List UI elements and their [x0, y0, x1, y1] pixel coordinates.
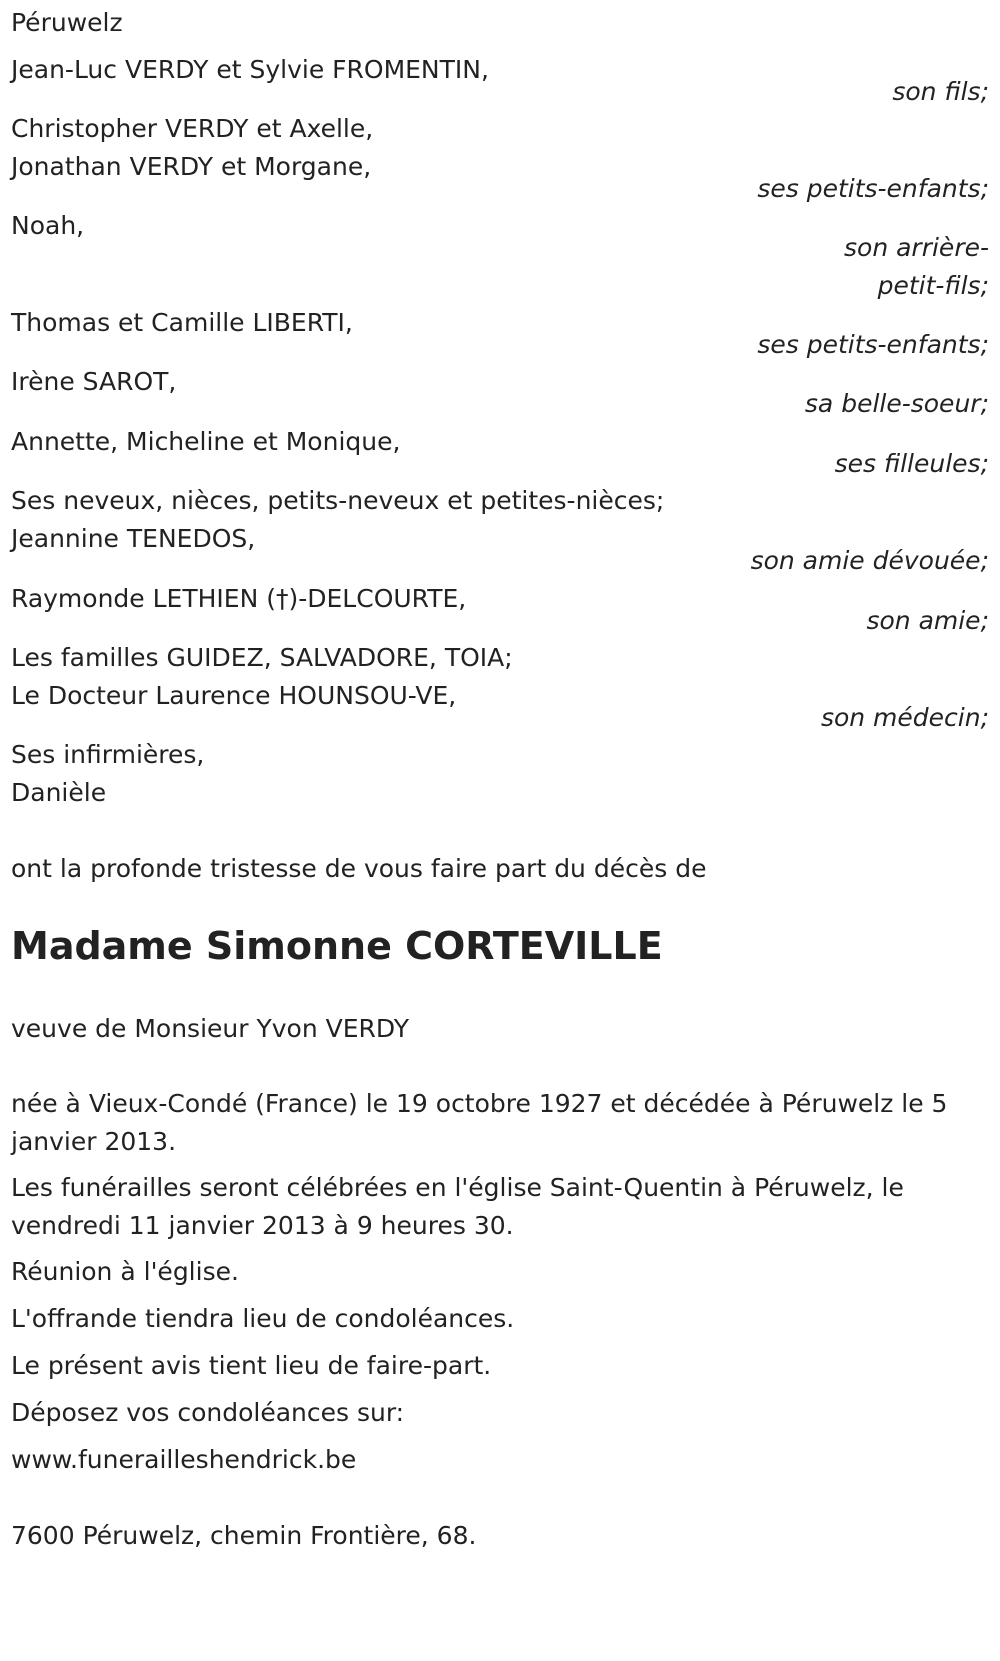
family-names-11: Les familles GUIDEZ, SALVADORE, TOIA;: [11, 643, 513, 672]
family-relation-9: son amie dévouée;: [750, 546, 989, 575]
meeting-text: Réunion à l'église.: [11, 1257, 239, 1286]
family-names-2: Jonathan VERDY et Morgane,: [11, 152, 372, 181]
family-names-14: Danièle: [11, 778, 107, 807]
notice-text: Le présent avis tient lieu de faire-part.: [11, 1351, 492, 1380]
family-names-1: Christopher VERDY et Axelle,: [11, 114, 374, 143]
family-names-8: Ses neveux, nièces, petits-neveux et petites-nièces;: [11, 486, 665, 515]
family-names-5: Thomas et Camille LIBERTI,: [11, 308, 353, 337]
family-relation-5: ses petits-enfants;: [757, 330, 989, 359]
family-names-10: Raymonde LETHIEN (†)-DELCOURTE,: [11, 584, 467, 613]
family-relation-0: son fils;: [892, 77, 989, 106]
widow-of-text: veuve de Monsieur Yvon VERDY: [11, 1014, 410, 1043]
address-text: 7600 Péruwelz, chemin Frontière, 68.: [11, 1521, 477, 1550]
family-names-6: Irène SAROT,: [11, 367, 177, 396]
offering-text: L'offrande tiendra lieu de condoléances.: [11, 1304, 515, 1333]
family-relation-4: petit-fils;: [877, 271, 989, 300]
family-relation-3: son arrière-: [844, 233, 989, 262]
announcement-text: ont la profonde tristesse de vous faire part du décès de: [11, 854, 707, 883]
header-city: Péruwelz: [11, 8, 123, 37]
family-names-12: Le Docteur Laurence HOUNSOU-VE,: [11, 681, 457, 710]
family-names-0: Jean-Luc VERDY et Sylvie FROMENTIN,: [11, 55, 489, 84]
family-names-9: Jeannine TENEDOS,: [11, 524, 256, 553]
funeral-text: Les funérailles seront célébrées en l'église Saint-Quentin à Péruwelz, le vendredi 11 janvier 2013 à 9 heures 30.: [11, 1173, 904, 1240]
family-relation-12: son médecin;: [820, 703, 989, 732]
family-relation-7: ses filleules;: [834, 449, 989, 478]
deceased-name: Madame Simonne CORTEVILLE: [11, 924, 663, 968]
birth-death-text: née à Vieux-Condé (France) le 19 octobre 1927 et décédée à Péruwelz le 5 janvier 2013.: [11, 1089, 948, 1156]
family-names-13: Ses infirmières,: [11, 740, 205, 769]
family-relation-10: son amie;: [866, 606, 989, 635]
family-names-3: Noah,: [11, 211, 85, 240]
website-link[interactable]: www.funerailleshendrick.be: [11, 1445, 357, 1474]
family-relation-6: sa belle-soeur;: [804, 389, 989, 418]
family-relation-2: ses petits-enfants;: [757, 174, 989, 203]
condolences-label: Déposez vos condoléances sur:: [11, 1398, 405, 1427]
family-names-7: Annette, Micheline et Monique,: [11, 427, 401, 456]
